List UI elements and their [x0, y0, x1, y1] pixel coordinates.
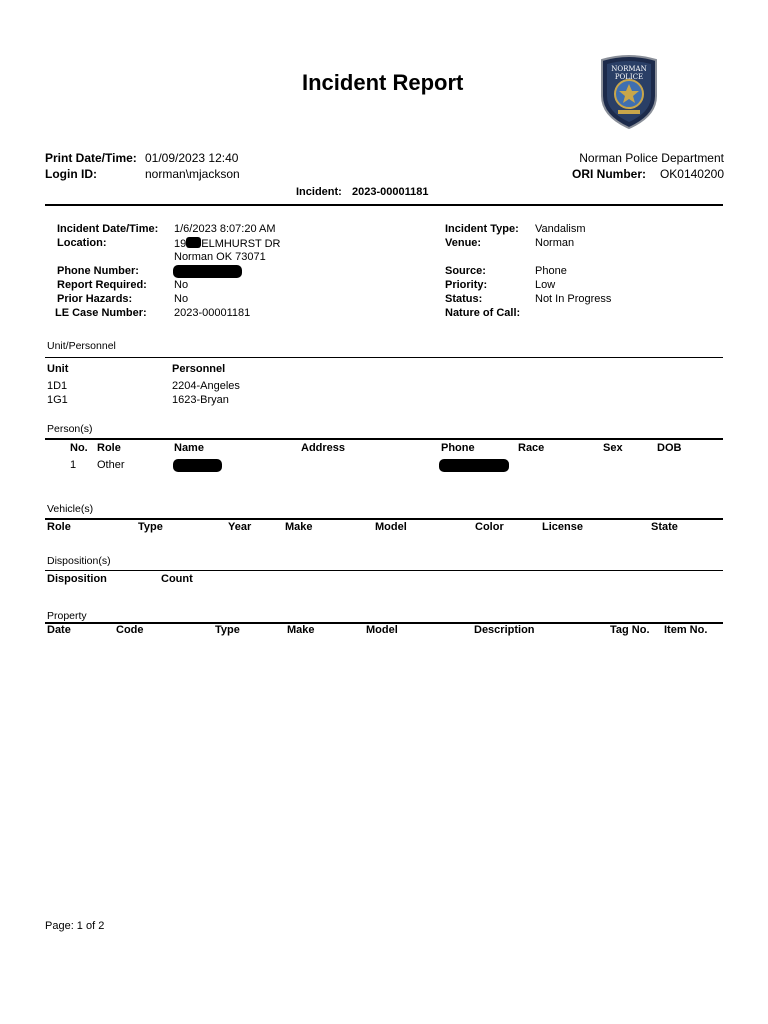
dispositions-divider [45, 570, 723, 571]
persons-header-phone: Phone [441, 442, 475, 454]
unit-header: Unit [47, 363, 69, 375]
department-name: Norman Police Department [579, 151, 724, 165]
unit-personnel-divider [45, 357, 723, 358]
dispositions-header-disposition: Disposition [47, 573, 107, 585]
persons-section-title: Person(s) [47, 423, 93, 435]
property-header-type: Type [215, 624, 240, 636]
incident-date-label: Incident Date/Time: [57, 223, 159, 235]
status-value: Not In Progress [535, 293, 612, 305]
vehicles-header-state: State [651, 521, 678, 533]
vehicles-header-color: Color [475, 521, 504, 533]
unit-cell: 1G1 [47, 394, 68, 406]
prior-hazards-label: Prior Hazards: [57, 293, 133, 305]
phone-number-label: Phone Number: [57, 265, 139, 277]
priority-label: Priority: [445, 279, 488, 291]
ori-number-label: ORI Number: [572, 167, 647, 181]
personnel-cell: 1623-Bryan [172, 394, 229, 406]
vehicles-header-make: Make [285, 521, 313, 533]
venue-value: Norman [535, 237, 575, 249]
source-value: Phone [535, 265, 567, 277]
report-required-value: No [174, 279, 189, 291]
le-case-number-label: LE Case Number: [55, 307, 147, 319]
redacted-person-phone [439, 459, 509, 472]
prior-hazards-value: No [174, 293, 189, 305]
person-role-cell: Other [97, 459, 125, 471]
property-header-make: Make [287, 624, 315, 636]
vehicles-divider [45, 518, 723, 520]
property-header-item-no: Item No. [664, 624, 708, 636]
property-header-description: Description [474, 624, 535, 636]
status-label: Status: [445, 293, 483, 305]
incident-number: 2023-00001181 [352, 186, 429, 198]
page-number: Page: 1 of 2 [45, 920, 105, 932]
vehicles-header-license: License [542, 521, 583, 533]
persons-header-name: Name [174, 442, 204, 454]
source-label: Source: [445, 265, 486, 277]
property-header-code: Code [116, 624, 144, 636]
badge-mid-text: POLICE [614, 73, 644, 81]
ori-number-value: OK0140200 [659, 167, 724, 181]
print-datetime-label: Print Date/Time: [45, 151, 137, 165]
header-divider [45, 204, 723, 206]
redacted-person-name [173, 459, 222, 472]
dispositions-section-title: Disposition(s) [47, 555, 111, 567]
persons-header-no: No. [70, 442, 88, 454]
property-header-model: Model [366, 624, 398, 636]
vehicles-header-year: Year [228, 521, 252, 533]
location-line2: Norman OK 73071 [174, 251, 266, 263]
property-section-title: Property [47, 610, 87, 622]
le-case-number-value: 2023-00001181 [174, 307, 251, 319]
vehicles-header-role: Role [47, 521, 71, 533]
personnel-header: Personnel [172, 363, 226, 375]
priority-value: Low [535, 279, 556, 291]
persons-header-role: Role [97, 442, 121, 454]
persons-header-sex: Sex [603, 442, 623, 454]
incident-label: Incident: [296, 186, 342, 198]
persons-header-address: Address [301, 442, 346, 454]
badge-top-text: NORMAN [611, 65, 647, 73]
login-id-label: Login ID: [45, 167, 97, 181]
redacted-house-number [186, 237, 201, 248]
report-required-label: Report Required: [57, 279, 147, 291]
print-datetime-value: 01/09/2023 12:40 [145, 151, 239, 165]
nature-of-call-label: Nature of Call: [445, 307, 521, 319]
venue-label: Venue: [445, 237, 482, 249]
unit-personnel-section-title: Unit/Personnel [47, 340, 116, 352]
persons-header-race: Race [518, 442, 545, 454]
person-no-cell: 1 [70, 459, 77, 471]
login-id-value: norman\mjackson [145, 167, 240, 181]
location-line1: 19 ELMHURST DR [174, 238, 281, 250]
incident-date-value: 1/6/2023 8:07:20 AM [174, 223, 276, 235]
persons-header-dob: DOB [657, 442, 682, 454]
unit-cell: 1D1 [47, 380, 68, 392]
redacted-phone-number [173, 265, 242, 278]
property-header-tag-no: Tag No. [610, 624, 650, 636]
incident-type-label: Incident Type: [445, 223, 519, 235]
incident-type-value: Vandalism [535, 223, 586, 235]
location-label: Location: [57, 237, 107, 249]
vehicles-header-type: Type [138, 521, 163, 533]
police-badge-icon [598, 54, 660, 130]
dispositions-header-count: Count [161, 573, 193, 585]
vehicles-section-title: Vehicle(s) [47, 503, 94, 515]
property-header-date: Date [47, 624, 71, 636]
persons-divider [45, 438, 723, 440]
report-title: Incident Report [302, 70, 464, 95]
vehicles-header-model: Model [375, 521, 407, 533]
personnel-cell: 2204-Angeles [172, 380, 240, 392]
